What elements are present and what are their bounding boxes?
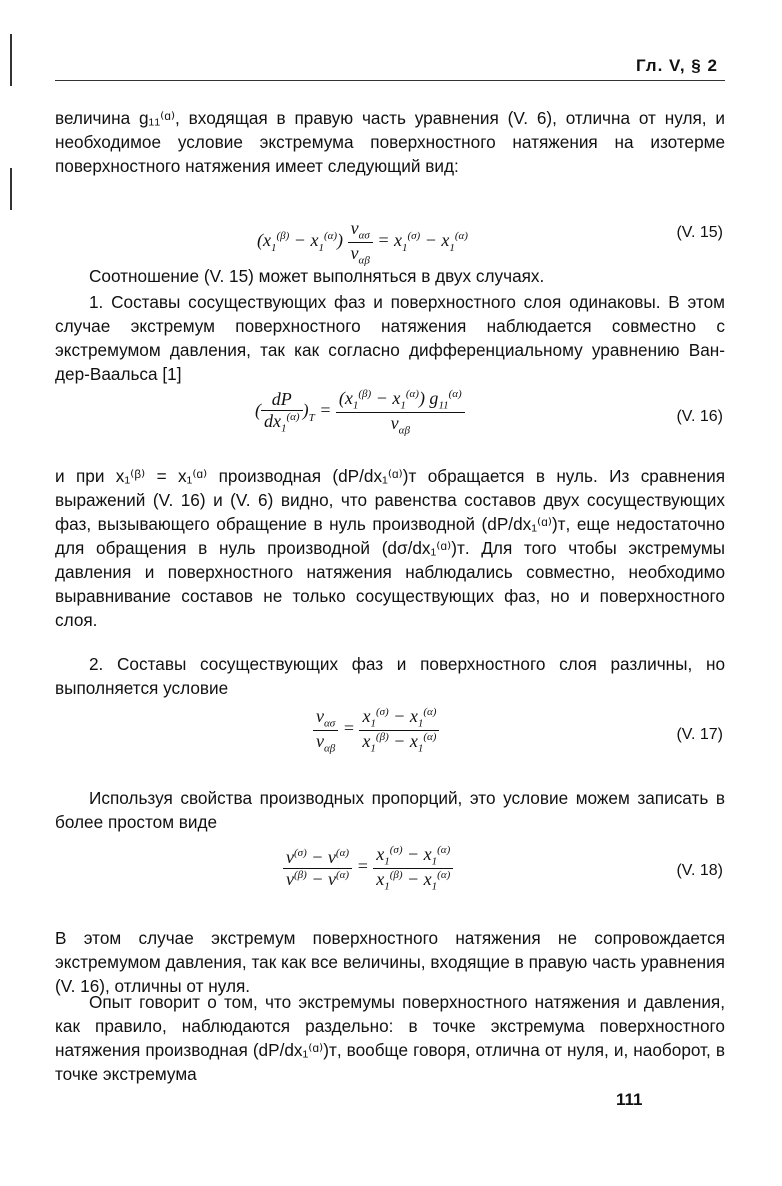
- paragraph-6-text: Используя свойства производных пропорций, это условие можем записать в более простом виде: [55, 788, 725, 832]
- paragraph-2-text: Соотношение (V. 15) может выполняться в двух случаях.: [89, 266, 545, 286]
- paragraph-8-text: Опыт говорит о том, что экстремумы поверхностного натяжения и давления, как правило, наблюдаются раздельно: в точке экстремума поверхностного натяжения производная (dP/dx₁⁽ᵅ⁾)ᴛ, вообще говоря, отлична от нуля, и, наоборот, в точке экстремума: [55, 992, 725, 1084]
- paragraph-6: [55, 786, 725, 834]
- equation-v16: [55, 384, 725, 460]
- paragraph-7-text: В этом случае экстремум поверхностного натяжения не сопровождается экстремумом давления, так как все величины, входящие в правую часть уравнения (V. 16), отличны от нуля.: [55, 928, 725, 996]
- paragraph-5: [55, 652, 725, 700]
- equation-v18-body: $\frac{v^{(\sigma)} - v^{(\alpha)}}{v^{(\beta)} - v^{(\alpha)}}$ = $\frac{x_1^{(\sigma)} - x_1^{(\alpha)}}{x_1^{(\beta)} - x_1^{(\alpha)}}$: [283, 844, 453, 892]
- page-number: 111: [616, 1090, 643, 1109]
- paragraph-5-text: 2. Составы сосуществующих фаз и поверхностного слоя различны, но выполняется условие: [55, 654, 725, 698]
- equation-v17-number: (V. 17): [676, 726, 723, 743]
- header-rule: [55, 80, 725, 81]
- equation-v18-number: (V. 18): [676, 862, 723, 879]
- equation-v15-body: $(x_1^{(\beta)} - x_1^{(\alpha)})$ $\frac{v_{\alpha\sigma}}{v_{\alpha\beta}}$ = $x_1^{(\sigma)} - x_1^{(\alpha)}$: [257, 218, 468, 267]
- paragraph-1-text: величина g₁₁⁽ᵅ⁾, входящая в правую часть уравнения (V. 6), отлична от нуля, и необходимое условие экстремума поверхностного натяжения на изотерме поверхностного натяжения имеет следующий вид:: [55, 108, 725, 176]
- equation-v16-number: (V. 16): [676, 408, 723, 425]
- paragraph-4-text: и при x₁⁽ᵝ⁾ = x₁⁽ᵅ⁾ производная (dP/dx₁⁽ᵅ⁾)ᴛ обращается в нуль. Из сравнения выражений (V. 16) и (V. 6) видно, что равенства составов двух сосуществующих фаз, вызывающего обращение в нуль производной (dP/dx₁⁽ᵅ⁾)ᴛ, еще недостаточно для обращения в нуль производной (dσ/dx₁⁽ᵅ⁾)ᴛ. Для того чтобы экстремумы давления и поверхностного натяжения наблюдались совместно, необходимо выравнивание составов не только сосуществующих фаз, но и поверхностного слоя.: [55, 466, 725, 630]
- equation-v16-body: ( $\frac{dP}{dx_1^{(\alpha)}}$ )$_T$ = $\frac{(x_1^{(\beta)} - x_1^{(\alpha)}) g_{11}^{(\alpha)}}{v_{\alpha\beta}}$: [255, 388, 465, 436]
- equation-v18: [55, 840, 725, 906]
- paragraph-4: [55, 464, 725, 632]
- paragraph-1: [55, 106, 725, 178]
- paragraph-2: [55, 264, 725, 288]
- paragraph-3: [55, 290, 725, 386]
- equation-v17-body: $\frac{v_{\alpha\sigma}}{v_{\alpha\beta}}$ = $\frac{x_1^{(\sigma)} - x_1^{(\alpha)}}{x_1^{(\beta)} - x_1^{(\alpha)}}$: [313, 706, 439, 754]
- paragraph-8: [55, 990, 725, 1086]
- running-head: Гл. V, § 2: [636, 56, 718, 75]
- equation-v15: [55, 210, 725, 267]
- equation-v17: [55, 704, 725, 770]
- equation-v15-number: (V. 15): [676, 224, 723, 241]
- paragraph-7: [55, 926, 725, 998]
- paragraph-3-text: 1. Составы сосуществующих фаз и поверхностного слоя одинаковы. В этом случае экстремум поверхностного натяжения наблюдается совместно с экстремумом давления, так как согласно дифференциальному уравнению Ван-дер-Ваальса [1]: [55, 292, 725, 384]
- scan-margin-mark: [10, 34, 12, 86]
- scan-margin-mark: [10, 168, 12, 210]
